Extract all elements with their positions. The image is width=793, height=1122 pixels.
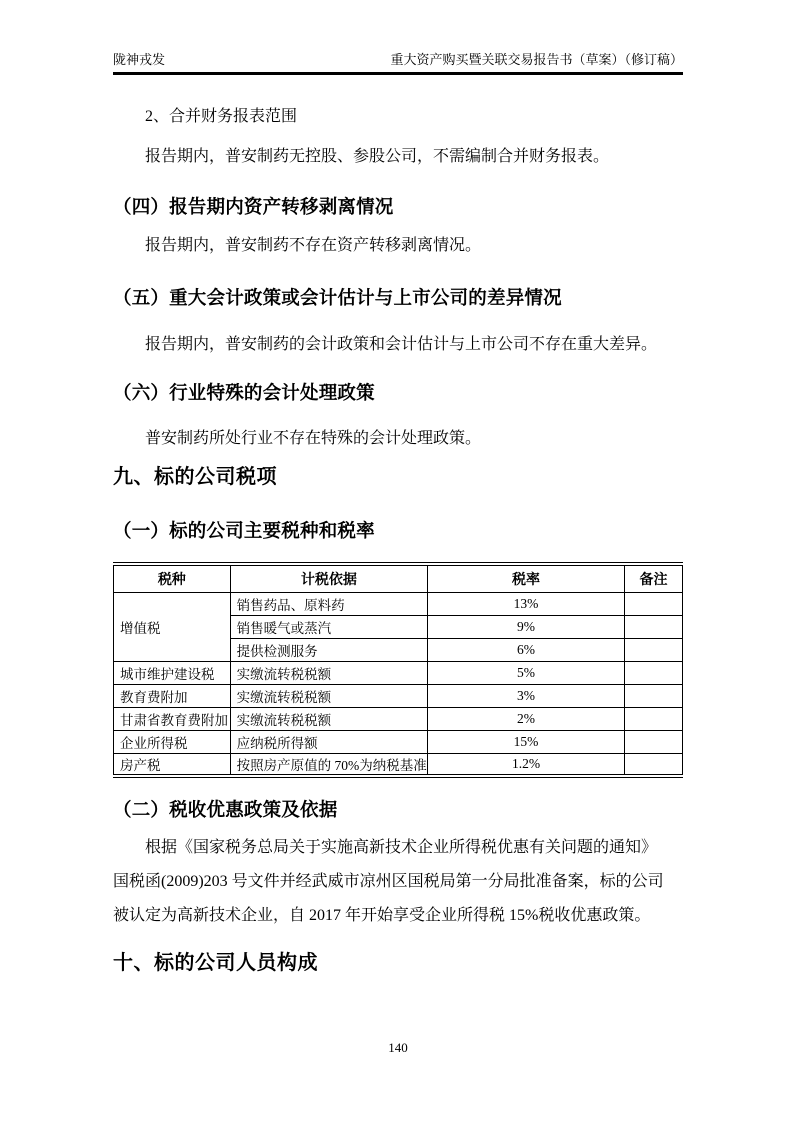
column-header-note: 备注	[624, 564, 682, 592]
cell-tax-basis: 销售药品、原料药	[230, 592, 427, 615]
paragraph-industry-special-policy: 普安制药所处行业不存在特殊的会计处理政策。	[145, 430, 482, 447]
cell-tax-rate: 2%	[428, 707, 625, 730]
table-row-gansu-education-surcharge	[114, 707, 683, 730]
column-header-tax-rate: 税率	[428, 564, 625, 592]
section-heading-5: （五）重大会计政策或会计估计与上市公司的差异情况	[113, 287, 562, 308]
tax-table	[113, 562, 683, 778]
cell-tax-rate: 3%	[428, 684, 625, 707]
header-left-company-name: 陇神戎发	[113, 52, 166, 67]
chapter-heading-9: 九、标的公司税项	[113, 466, 277, 488]
cell-note	[624, 638, 682, 661]
table-row-vat-1	[114, 592, 683, 615]
section-heading-4: （四）报告期内资产转移剥离情况	[113, 196, 394, 217]
section-heading-tax-types: （一）标的公司主要税种和税率	[113, 520, 375, 541]
cell-tax-type: 教育费附加	[114, 684, 231, 707]
column-header-tax-basis: 计税依据	[230, 564, 427, 592]
header-right-report-title: 重大资产购买暨关联交易报告书（草案）（修订稿）	[390, 52, 683, 67]
paragraph-accounting-policy-diff: 报告期内，普安制药的会计政策和会计估计与上市公司不存在重大差异。	[145, 336, 658, 353]
cell-tax-type: 甘肃省教育费附加	[114, 707, 231, 730]
cell-tax-rate: 13%	[428, 592, 625, 615]
cell-tax-basis: 提供检测服务	[230, 638, 427, 661]
cell-tax-type: 企业所得税	[114, 730, 231, 753]
table-row-urban-maintenance-tax	[114, 661, 683, 684]
cell-tax-basis: 实缴流转税税额	[230, 684, 427, 707]
cell-tax-basis: 应纳税所得额	[230, 730, 427, 753]
cell-note	[624, 615, 682, 638]
cell-tax-rate: 6%	[428, 638, 625, 661]
cell-tax-type-vat: 增值税	[114, 592, 231, 661]
cell-note	[624, 753, 682, 776]
paragraph-consolidated-statements: 报告期内，普安制药无控股、参股公司，不需编制合并财务报表。	[145, 148, 610, 165]
section-heading-6: （六）行业特殊的会计处理政策	[113, 382, 375, 403]
page-header	[113, 52, 683, 68]
cell-tax-type: 房产税	[114, 753, 231, 776]
cell-tax-basis: 实缴流转税税额	[230, 707, 427, 730]
cell-tax-rate: 5%	[428, 661, 625, 684]
column-header-tax-type: 税种	[114, 564, 231, 592]
page-footer	[113, 1040, 683, 1056]
cell-tax-rate: 9%	[428, 615, 625, 638]
paragraph-tax-preference	[113, 831, 683, 933]
page-number: 140	[388, 1040, 408, 1055]
chapter-heading-10: 十、标的公司人员构成	[113, 952, 318, 974]
table-row-education-surcharge	[114, 684, 683, 707]
section-heading-tax-preference: （二）税收优惠政策及依据	[113, 799, 338, 820]
tax-table-header-row	[114, 564, 683, 592]
cell-tax-type: 城市维护建设税	[114, 661, 231, 684]
content-column	[0, 52, 793, 977]
cell-note	[624, 592, 682, 615]
cell-note	[624, 707, 682, 730]
cell-note	[624, 730, 682, 753]
cell-tax-basis: 实缴流转税税额	[230, 661, 427, 684]
cell-note	[624, 684, 682, 707]
numbered-item-title: 2、合并财务报表范围	[145, 108, 298, 125]
cell-tax-rate: 1.2%	[428, 753, 625, 776]
cell-note	[624, 661, 682, 684]
cell-tax-basis: 按照房产原值的 70%为纳税基准	[230, 753, 427, 776]
paragraph-line: 被认定为高新技术企业，自 2017 年开始享受企业所得税 15%税收优惠政策。	[113, 907, 651, 924]
table-row-corporate-income-tax	[114, 730, 683, 753]
table-row-property-tax	[114, 753, 683, 776]
cell-tax-rate: 15%	[428, 730, 625, 753]
header-double-rule	[113, 72, 683, 75]
paragraph-asset-transfer: 报告期内，普安制药不存在资产转移剥离情况。	[145, 237, 482, 254]
paragraph-line: 根据《国家税务总局关于实施高新技术企业所得税优惠有关问题的通知》	[145, 839, 658, 856]
paragraph-line: 国税函(2009)203 号文件并经武威市凉州区国税局第一分局批准备案，标的公司	[113, 873, 664, 890]
cell-tax-basis: 销售暖气或蒸汽	[230, 615, 427, 638]
